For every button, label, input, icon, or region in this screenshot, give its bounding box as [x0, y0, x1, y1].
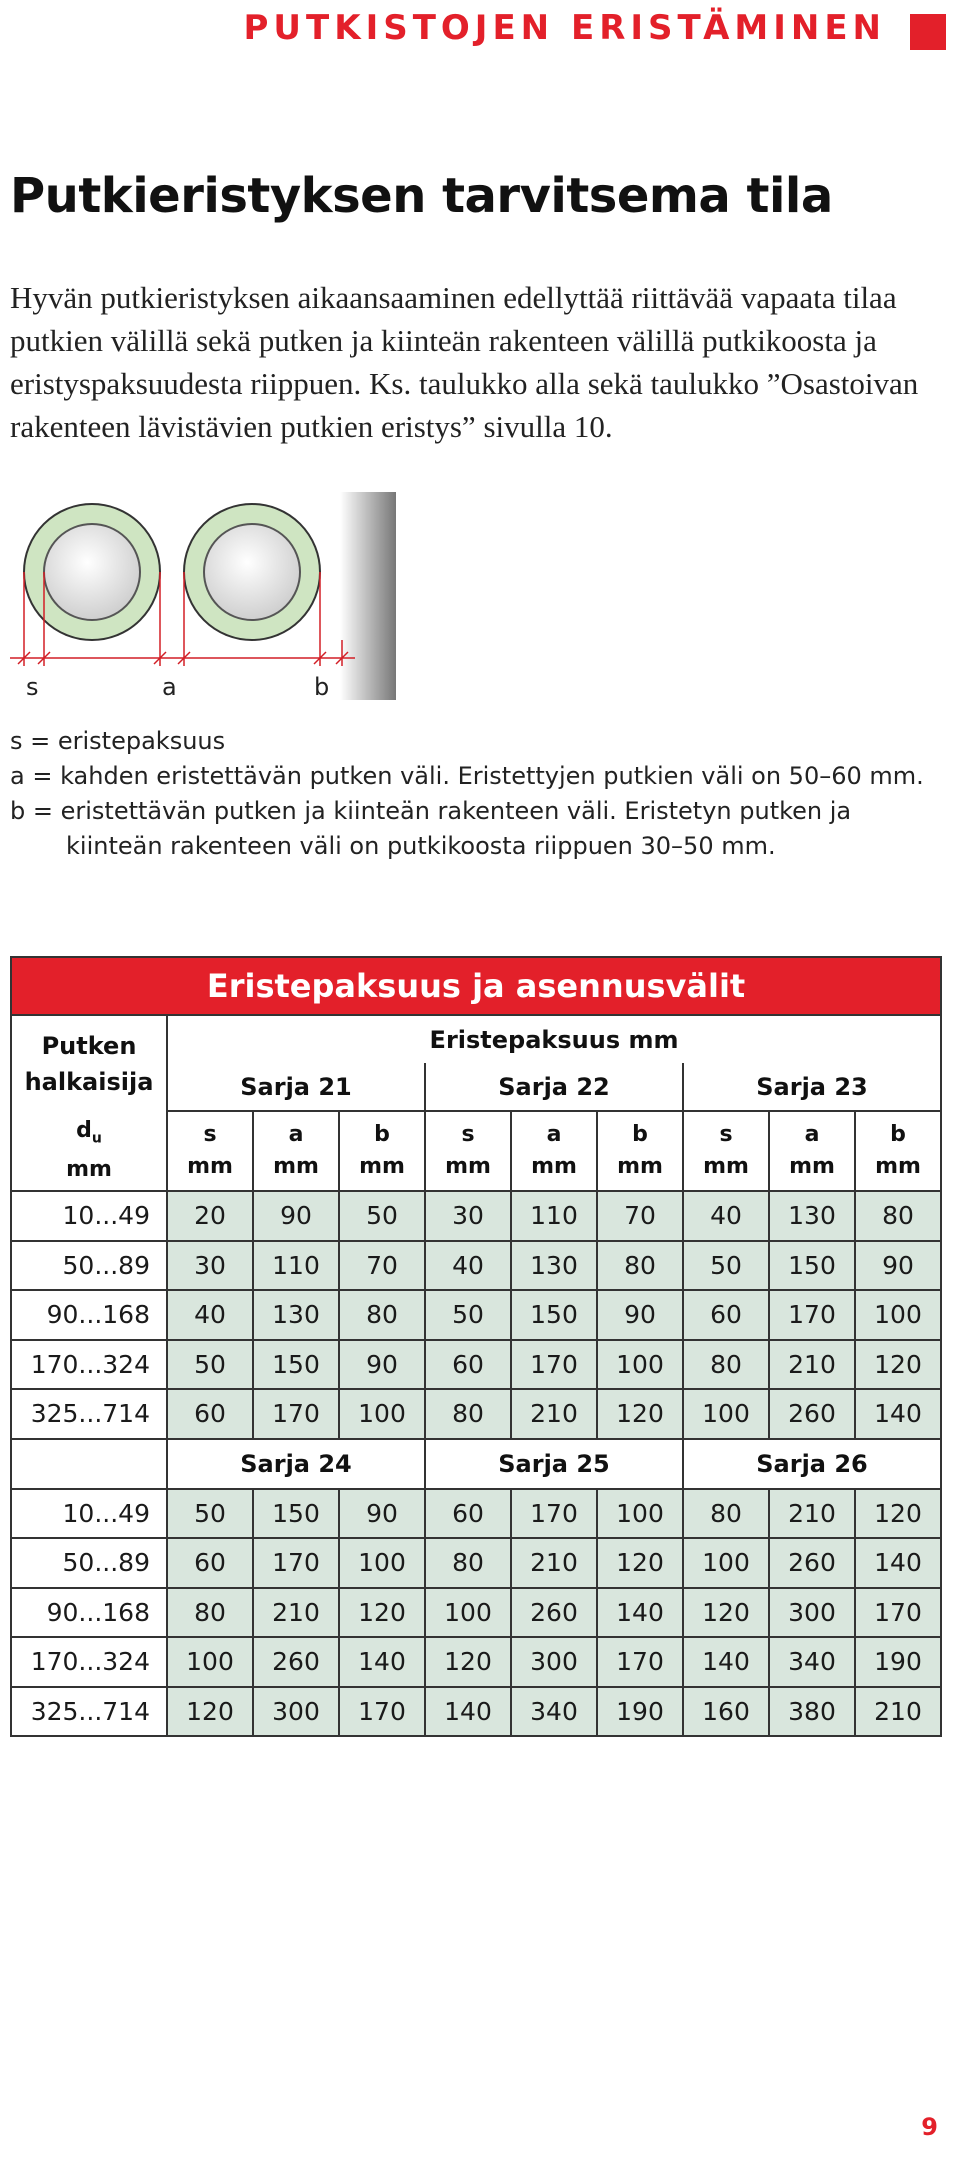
- value-cell: 70: [339, 1241, 425, 1291]
- value-cell: 140: [425, 1687, 511, 1737]
- legend-a: a = kahden eristettävän putken väli. Eristettyjen putkien väli on 50–60 mm.: [10, 762, 924, 790]
- pipe-diameter-cell: 90...168: [11, 1588, 167, 1638]
- value-cell: 120: [855, 1340, 941, 1390]
- table-row: [11, 1340, 941, 1390]
- wall-structure: [340, 492, 396, 700]
- table-body-series-a: [11, 1191, 941, 1439]
- value-cell: 60: [683, 1290, 769, 1340]
- value-cell: 130: [511, 1241, 597, 1291]
- table-row: [11, 1290, 941, 1340]
- value-cell: 140: [597, 1588, 683, 1638]
- page-number: 9: [921, 2113, 938, 2141]
- pipe-spacing-diagram: [10, 490, 410, 710]
- value-cell: 90: [855, 1241, 941, 1291]
- value-cell: 170: [855, 1588, 941, 1638]
- value-cell: 210: [511, 1389, 597, 1439]
- table-body-series-b: [11, 1489, 941, 1737]
- value-cell: 30: [167, 1241, 253, 1291]
- value-cell: 40: [425, 1241, 511, 1291]
- value-cell: 260: [769, 1389, 855, 1439]
- table-row: [11, 1538, 941, 1588]
- value-cell: 40: [683, 1191, 769, 1241]
- value-cell: 340: [511, 1687, 597, 1737]
- diagram-label-b: b: [314, 673, 330, 701]
- value-cell: 100: [339, 1538, 425, 1588]
- value-cell: 100: [683, 1389, 769, 1439]
- pipe-diameter-cell: 170...324: [11, 1637, 167, 1687]
- table-row: [11, 1588, 941, 1638]
- value-cell: 170: [597, 1637, 683, 1687]
- row-header-line1: Putken: [41, 1031, 137, 1060]
- value-cell: 150: [769, 1241, 855, 1291]
- value-cell: 100: [167, 1637, 253, 1687]
- value-cell: 140: [855, 1538, 941, 1588]
- unit-header-row: [11, 1111, 941, 1191]
- value-cell: 60: [425, 1489, 511, 1539]
- table-row: [11, 1389, 941, 1439]
- series-header-row-b: [11, 1439, 941, 1489]
- value-cell: 90: [253, 1191, 339, 1241]
- value-cell: 50: [167, 1340, 253, 1390]
- pipe-diameter-cell: 325...714: [11, 1687, 167, 1737]
- value-cell: 150: [511, 1290, 597, 1340]
- value-cell: 50: [339, 1191, 425, 1241]
- value-cell: 30: [425, 1191, 511, 1241]
- value-cell: 120: [855, 1489, 941, 1539]
- series-header: Sarja 23: [683, 1063, 941, 1111]
- value-cell: 20: [167, 1191, 253, 1241]
- value-cell: 40: [167, 1290, 253, 1340]
- diagram-legend: [10, 724, 950, 864]
- value-cell: 90: [339, 1340, 425, 1390]
- value-cell: 210: [511, 1538, 597, 1588]
- diagram-label-a: a: [162, 673, 177, 701]
- value-cell: 300: [253, 1687, 339, 1737]
- section-header-square: [910, 14, 946, 50]
- value-cell: 170: [253, 1389, 339, 1439]
- page-title: Putkieristyksen tarvitsema tila: [10, 168, 833, 224]
- value-cell: 90: [597, 1290, 683, 1340]
- value-cell: 210: [769, 1489, 855, 1539]
- value-cell: 80: [597, 1241, 683, 1291]
- table-row: [11, 1489, 941, 1539]
- table-row: [11, 1191, 941, 1241]
- value-cell: 100: [597, 1489, 683, 1539]
- value-cell: 190: [597, 1687, 683, 1737]
- pipe-diameter-cell: 325...714: [11, 1389, 167, 1439]
- value-cell: 50: [683, 1241, 769, 1291]
- pipe-diameter-cell: 10...49: [11, 1191, 167, 1241]
- value-cell: 60: [167, 1389, 253, 1439]
- legend-b: b = eristettävän putken ja kiinteän rakenteen väli. Eristetyn putken ja kiinteän rakenteen väli on putkikoosta riippuen 30–50 mm.: [10, 797, 852, 860]
- col-header-b: b mm: [597, 1111, 683, 1191]
- intro-paragraph: Hyvän putkieristyksen aikaansaaminen edellyttää riittävää vapaata tilaa putkien välillä sekä putken ja kiinteän rakenteen välillä putkikoosta ja eristyspaksuudesta riippuen. Ks. taulukko alla sekä taulukko ”Osastoivan rakenteen lävistävien putkien eristys” sivulla 10.: [10, 280, 919, 444]
- pipe-diameter-cell: 10...49: [11, 1489, 167, 1539]
- value-cell: 140: [683, 1637, 769, 1687]
- value-cell: 260: [253, 1637, 339, 1687]
- value-cell: 300: [769, 1588, 855, 1638]
- value-cell: 170: [339, 1687, 425, 1737]
- du-header: $d_u$ mm: [11, 1111, 167, 1191]
- table-row: [11, 1687, 941, 1737]
- value-cell: 90: [339, 1489, 425, 1539]
- col-header-s: s mm: [683, 1111, 769, 1191]
- value-cell: 150: [253, 1489, 339, 1539]
- value-cell: 100: [855, 1290, 941, 1340]
- value-cell: 210: [855, 1687, 941, 1737]
- value-cell: 100: [339, 1389, 425, 1439]
- value-cell: 120: [425, 1637, 511, 1687]
- col-header-b: b mm: [855, 1111, 941, 1191]
- section-header-title: PUTKISTOJEN ERISTÄMINEN: [243, 8, 886, 48]
- value-cell: 80: [425, 1538, 511, 1588]
- value-cell: 210: [253, 1588, 339, 1638]
- value-cell: 50: [425, 1290, 511, 1340]
- value-cell: 380: [769, 1687, 855, 1737]
- value-cell: 130: [253, 1290, 339, 1340]
- value-cell: 80: [167, 1588, 253, 1638]
- value-cell: 80: [425, 1389, 511, 1439]
- value-cell: 100: [597, 1340, 683, 1390]
- series-header: Sarja 26: [683, 1439, 941, 1489]
- value-cell: 210: [769, 1340, 855, 1390]
- value-cell: 80: [683, 1489, 769, 1539]
- insulated-pipe-right: [184, 504, 320, 640]
- value-cell: 140: [855, 1389, 941, 1439]
- value-cell: 170: [769, 1290, 855, 1340]
- series-header-empty: [11, 1439, 167, 1489]
- value-cell: 60: [425, 1340, 511, 1390]
- value-cell: 120: [597, 1538, 683, 1588]
- series-header: Sarja 22: [425, 1063, 683, 1111]
- value-cell: 100: [683, 1538, 769, 1588]
- col-header-s: s mm: [167, 1111, 253, 1191]
- col-header-a: a mm: [769, 1111, 855, 1191]
- diagram-label-s: s: [26, 673, 39, 701]
- pipe-diameter-cell: 50...89: [11, 1241, 167, 1291]
- insulation-table: [10, 956, 942, 1737]
- legend-s: s = eristepaksuus: [10, 727, 226, 755]
- row-header-line2: halkaisija: [24, 1067, 154, 1096]
- value-cell: 80: [855, 1191, 941, 1241]
- value-cell: 110: [253, 1241, 339, 1291]
- pipe-diameter-cell: 170...324: [11, 1340, 167, 1390]
- value-cell: 170: [253, 1538, 339, 1588]
- col-header-a: a mm: [511, 1111, 597, 1191]
- value-cell: 120: [167, 1687, 253, 1737]
- value-cell: 120: [597, 1389, 683, 1439]
- table-row: [11, 1637, 941, 1687]
- col-header-b: b mm: [339, 1111, 425, 1191]
- series-header: Sarja 21: [167, 1063, 425, 1111]
- value-cell: 160: [683, 1687, 769, 1737]
- row-header: [11, 1015, 167, 1111]
- pipe-diameter-cell: 50...89: [11, 1538, 167, 1588]
- value-cell: 60: [167, 1538, 253, 1588]
- value-cell: 300: [511, 1637, 597, 1687]
- value-cell: 100: [425, 1588, 511, 1638]
- value-cell: 340: [769, 1637, 855, 1687]
- value-cell: 170: [511, 1489, 597, 1539]
- series-header: Sarja 24: [167, 1439, 425, 1489]
- value-cell: 260: [511, 1588, 597, 1638]
- group-header: Eristepaksuus mm: [167, 1015, 941, 1063]
- col-header-s: s mm: [425, 1111, 511, 1191]
- table-caption: Eristepaksuus ja asennusvälit: [11, 957, 941, 1015]
- series-header: Sarja 25: [425, 1439, 683, 1489]
- value-cell: 260: [769, 1538, 855, 1588]
- value-cell: 170: [511, 1340, 597, 1390]
- value-cell: 80: [683, 1340, 769, 1390]
- value-cell: 130: [769, 1191, 855, 1241]
- value-cell: 50: [167, 1489, 253, 1539]
- table-row: [11, 1241, 941, 1291]
- value-cell: 120: [339, 1588, 425, 1638]
- value-cell: 80: [339, 1290, 425, 1340]
- col-header-a: a mm: [253, 1111, 339, 1191]
- value-cell: 120: [683, 1588, 769, 1638]
- value-cell: 150: [253, 1340, 339, 1390]
- value-cell: 190: [855, 1637, 941, 1687]
- pipe-diameter-cell: 90...168: [11, 1290, 167, 1340]
- value-cell: 110: [511, 1191, 597, 1241]
- value-cell: 140: [339, 1637, 425, 1687]
- insulation-table-wrap: [10, 956, 940, 1737]
- value-cell: 70: [597, 1191, 683, 1241]
